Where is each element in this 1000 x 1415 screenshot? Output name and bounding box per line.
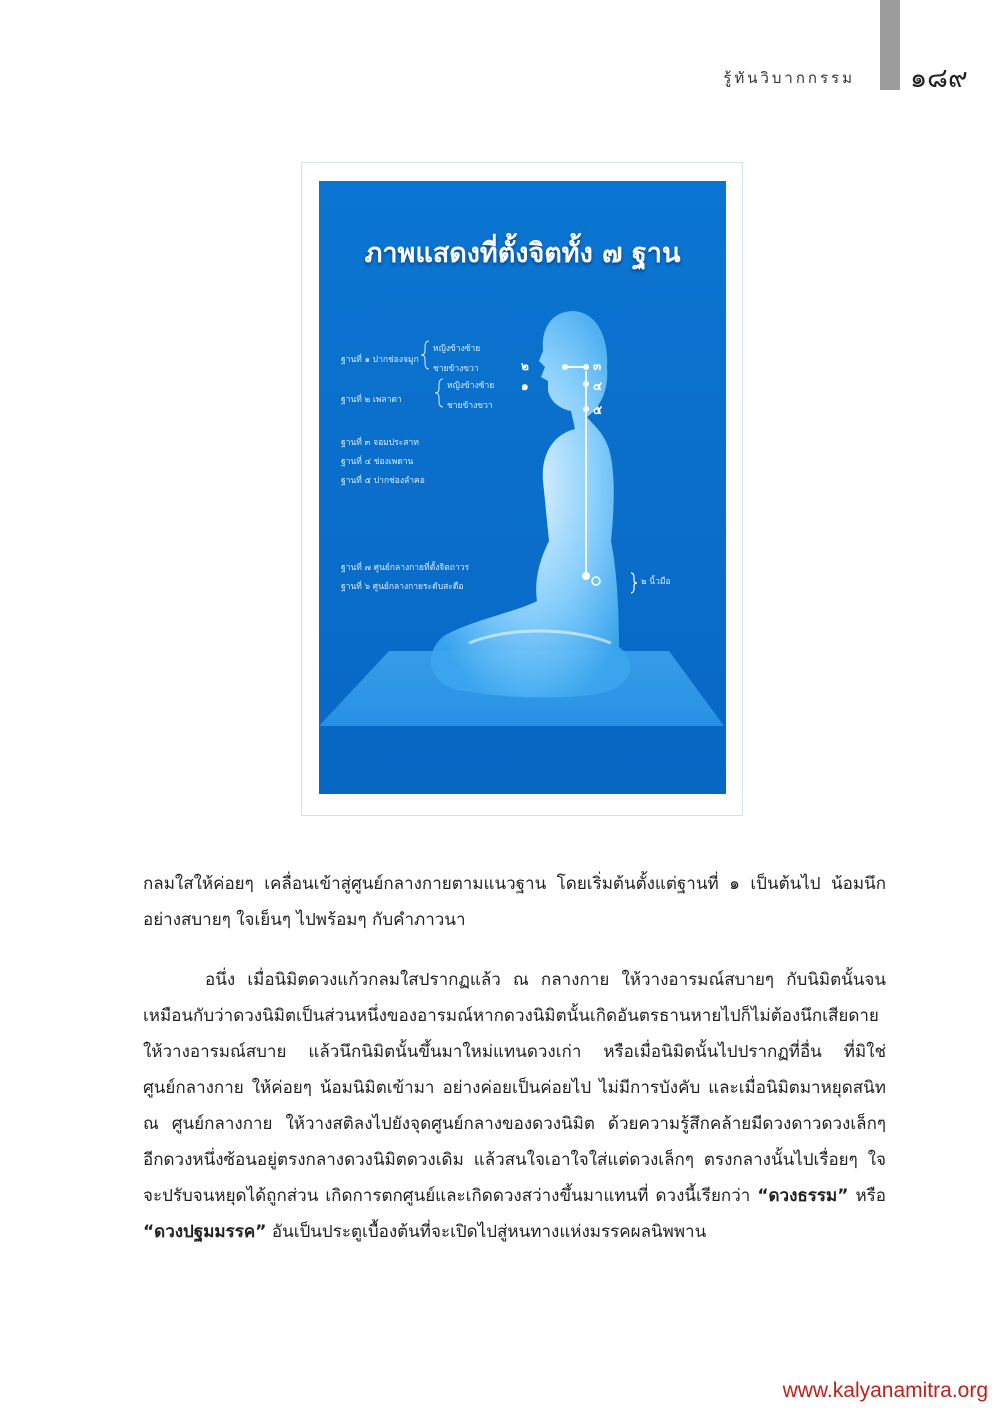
page-number: ๑๘๙ <box>910 63 968 94</box>
base-point <box>583 364 589 370</box>
meditation-figure <box>319 181 726 794</box>
base-point <box>583 406 589 412</box>
number-4: ๔ <box>593 379 603 393</box>
running-title: รู้ทันวิบากกรรม <box>723 69 855 87</box>
paragraph-2-connector: หรือ <box>848 1186 886 1206</box>
footer-url: www.kalyanamitra.org <box>782 1379 988 1402</box>
paragraph-2-text: อนึ่ง เมื่อนิมิตดวงแก้วกลมใสปรากฏแล้ว ณ กลางกาย ให้วางอารมณ์สบายๆ กับนิมิตนั้นจนเหมือนกับว่าดวงนิมิตเป็นส่วนหนึ่งของอารมณ์หากดวงนิมิตนั้นเกิดอันตรธานหายไปก็ไม่ต้องนึกเสียดาย ให้วางอารมณ์สบาย แล้วนึกนิมิตนั้นขึ้นมาใหม่แทนดวงเก่า หรือเมื่อนิมิตนั้นไปปรากฏที่อื่น ที่มิใช่ศูนย์กลางกาย ให้ค่อยๆ น้อมนิมิตเข้ามา อย่างค่อยเป็นค่อยไป ไม่มีการบังคับ และเมื่อนิมิตมาหยุดสนิท ณ ศูนย์กลางกาย ให้วางสติลงไปยังจุดศูนย์กลางของดวงนิมิต ด้วยความรู้สึกคล้ายมีดวงดาวดวงเล็กๆ อีกดวงหนึ่งซ้อนอยู่ตรงกลางดวงนิมิตดวงเดิม แล้วสนใจเอาใจใส่แต่ดวงเล็กๆ ตรงกลางนั้นไปเรื่อยๆ ใจจะปรับจนหยุดได้ถูกส่วน เกิดการตกศูนย์และเกิดดวงสว่างขึ้นมาแทนที่ ดวงนี้เรียกว่า <box>143 970 886 1206</box>
label-base2: ฐานที่ ๒ เพลาตา <box>341 395 402 405</box>
label-base2-male: ชายข้างขวา <box>447 401 493 411</box>
number-1: ๑ <box>521 379 529 393</box>
base-point <box>562 364 568 370</box>
label-base5: ฐานที่ ๕ ปากช่องลำคอ <box>341 476 425 486</box>
label-base7: ฐานที่ ๗ ศูนย์กลางกายที่ตั้งจิตถาวร <box>341 563 470 573</box>
label-base3: ฐานที่ ๓ จอมประสาท <box>341 438 419 448</box>
label-base1-female: หญิงข้างซ้าย <box>433 344 481 354</box>
label-two-fingers: ๒ นิ้วมือ <box>641 577 671 587</box>
term-dhamma-sphere: “ดวงธรรม” <box>757 1186 849 1206</box>
term-first-path-sphere: “ดวงปฐมมรรค” <box>143 1222 267 1242</box>
label-base1: ฐานที่ ๑ ปากช่องจมูก <box>341 355 419 365</box>
number-2: ๒ <box>521 359 529 373</box>
base-point <box>583 381 589 387</box>
base-point <box>582 572 590 580</box>
figure-title: ภาพแสดงที่ตั้งจิตทั้ง ๗ ฐาน <box>364 238 681 269</box>
header-tab-bar <box>880 0 900 90</box>
paragraph-2 <box>143 962 886 1250</box>
paragraph-1: กลมใสให้ค่อยๆ เคลื่อนเข้าสู่ศูนย์กลางกายตามแนวฐาน โดยเริ่มต้นตั้งแต่ฐานที่ ๑ เป็นต้นไป น้อมนึกอย่างสบายๆ ใจเย็นๆ ไปพร้อมๆ กับคำภาวนา <box>143 874 886 930</box>
number-3: ๓ <box>593 359 602 373</box>
label-base1-male: ชายข้างขวา <box>433 364 479 374</box>
paragraph-2-end: อันเป็นประตูเบื้องต้นที่จะเปิดไปสู่หนทางแห่งมรรคผลนิพพาน <box>266 1222 707 1242</box>
label-base4: ฐานที่ ๔ ช่องเพดาน <box>341 457 414 467</box>
label-base6: ฐานที่ ๖ ศูนย์กลางกายระดับสะดือ <box>341 582 464 592</box>
number-5: ๕ <box>593 403 603 417</box>
label-base2-female: หญิงข้างซ้าย <box>447 381 495 391</box>
